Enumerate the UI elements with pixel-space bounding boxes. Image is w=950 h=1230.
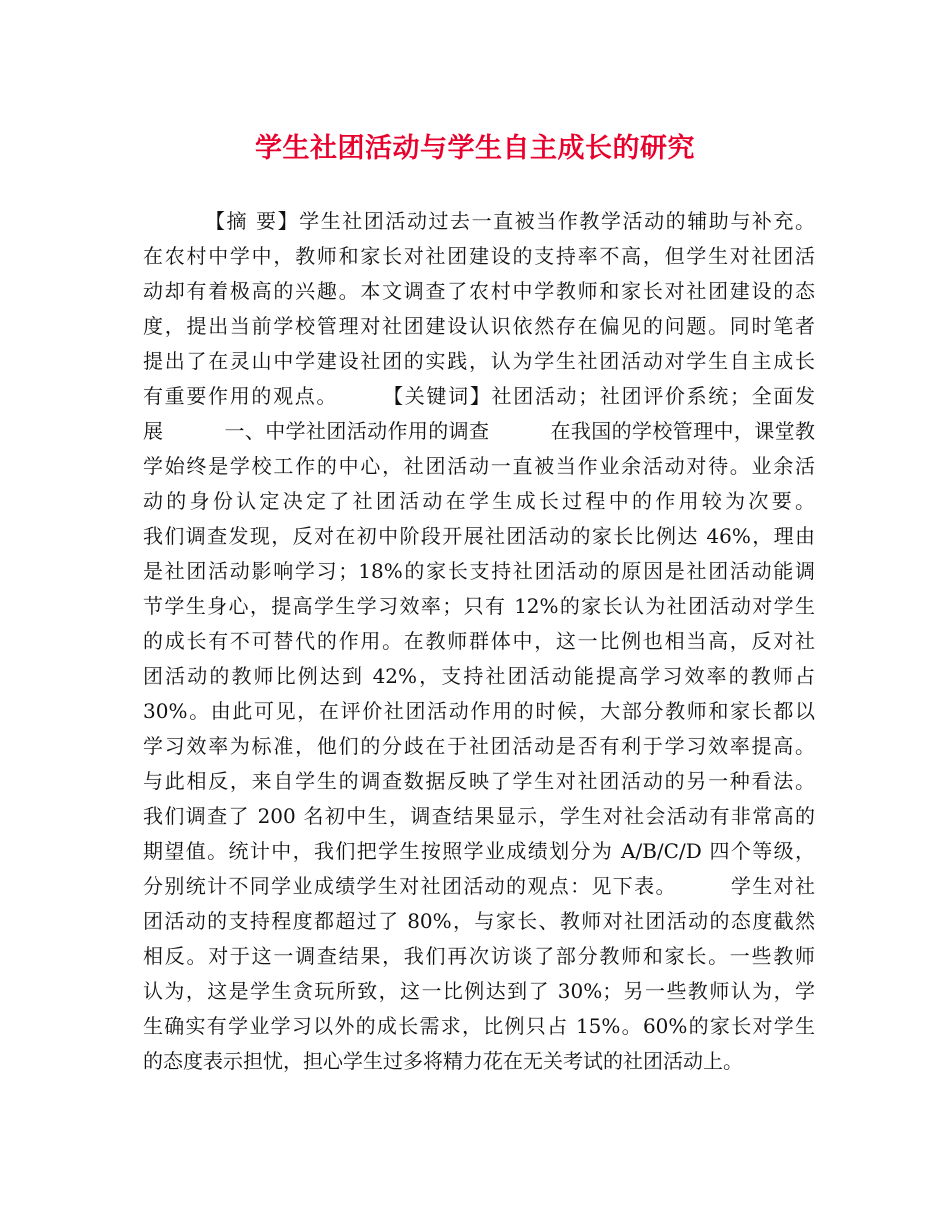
body-line: 在农村中学中，教师和家长对社团建设的支持率不高，但学生对社团活	[143, 244, 815, 268]
body-line: 学习效率为标准，他们的分歧在于社团活动是否有利于学习效率提高。	[143, 734, 815, 758]
body-line: 动的身份认定决定了社团活动在学生成长过程中的作用较为次要。	[143, 489, 815, 513]
body-line: 的态度表示担忧，担心学生过多将精力花在无关考试的社团活动上。	[143, 1049, 743, 1073]
body-line: 团活动的教师比例达到 42%，支持社团活动能提高学习效率的教师占	[143, 664, 815, 688]
body-line: 生确实有学业学习以外的成长需求，比例只占 15%。60%的家长对学生	[143, 1014, 815, 1038]
body-line: 是社团活动影响学习；18%的家长支持社团活动的原因是社团活动能调	[143, 559, 815, 583]
body-line: 动却有着极高的兴趣。本文调查了农村中学教师和家长对社团建设的态	[143, 279, 815, 303]
body-line: 提出了在灵山中学建设社团的实践，认为学生社团活动对学生自主成长	[143, 349, 815, 373]
body-line: 与此相反，来自学生的调查数据反映了学生对社团活动的另一种看法。	[143, 769, 815, 793]
body-line: 认为，这是学生贪玩所致，这一比例达到了 30%；另一些教师认为，学	[143, 979, 815, 1003]
body-line: 30%。由此可见，在评价社团活动作用的时候，大部分教师和家长都以	[143, 699, 815, 723]
document-body	[143, 204, 815, 1079]
body-line: 相反。对于这一调查结果，我们再次访谈了部分教师和家长。一些教师	[143, 944, 815, 968]
body-line: 度，提出当前学校管理对社团建设认识依然存在偏见的问题。同时笔者	[143, 314, 815, 338]
body-line: 分别统计不同学业成绩学生对社团活动的观点：见下表。 学生对社	[143, 874, 815, 898]
body-line: 节学生身心，提高学生学习效率；只有 12%的家长认为社团活动对学生	[143, 594, 815, 618]
body-line: 期望值。统计中，我们把学生按照学业成绩划分为 A/B/C/D 四个等级，	[143, 839, 815, 863]
body-line: 我们调查了 200 名初中生，调查结果显示，学生对社会活动有非常高的	[143, 804, 815, 828]
body-line: 团活动的支持程度都超过了 80%，与家长、教师对社团活动的态度截然	[143, 909, 815, 933]
body-line: 我们调查发现，反对在初中阶段开展社团活动的家长比例达 46%，理由	[143, 524, 815, 548]
document-title: 学生社团活动与学生自主成长的研究	[255, 133, 695, 164]
abstract-line: 【摘 要】学生社团活动过去一直被当作教学活动的辅助与补充。	[205, 209, 815, 233]
body-line: 的成长有不可替代的作用。在教师群体中，这一比例也相当高，反对社	[143, 629, 815, 653]
body-line: 学始终是学校工作的中心，社团活动一直被当作业余活动对待。业余活	[143, 454, 815, 478]
keywords-line: 有重要作用的观点。 【关键词】社团活动；社团评价系统；全面发	[143, 384, 815, 408]
section-heading-line: 展 一、中学社团活动作用的调查 在我国的学校管理中，课堂教	[143, 419, 815, 443]
